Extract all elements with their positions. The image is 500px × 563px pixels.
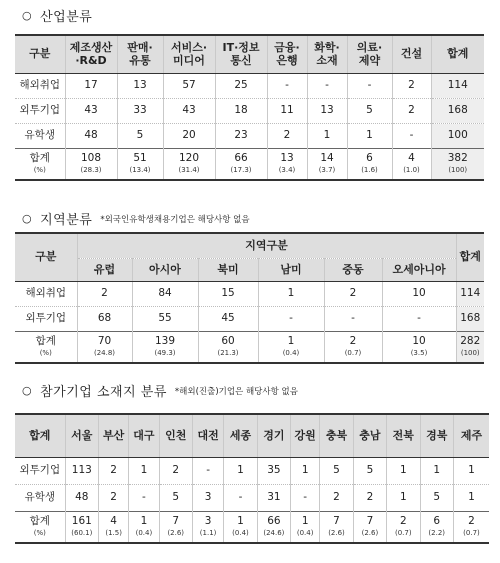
section-note: *외국인유학생채용기업은 해당사항 없음 (100, 214, 250, 225)
data-cell: 1 (387, 484, 420, 511)
total-cell: 1 (0.4) (291, 511, 320, 543)
data-cell: - (347, 73, 392, 98)
data-cell: 1 (453, 484, 489, 511)
header-cell: 서비스· 미디어 (163, 35, 215, 73)
row-label: 외투기업 (15, 98, 65, 123)
section-title-text: 산업분류 (40, 10, 93, 25)
data-cell: 68 (77, 306, 132, 331)
section-title-text: 참가기업 소재지 분류 (40, 385, 167, 400)
table-row (15, 281, 484, 306)
section-title-text: 지역분류 (40, 213, 93, 228)
header-cell: 세종 (224, 414, 257, 457)
industry-table (15, 34, 484, 181)
header-cell: 오세아니아 (382, 258, 456, 281)
data-cell: 35 (257, 457, 290, 484)
data-cell: 45 (198, 306, 258, 331)
total-cell: 7 (2.6) (159, 511, 192, 543)
section-location-title (22, 381, 298, 400)
section-note: *해외(진출)기업은 해당사항 없음 (174, 386, 298, 397)
total-cell: 3 (1.1) (192, 511, 223, 543)
total-cell: 60 (21.3) (198, 331, 258, 363)
data-cell: - (192, 457, 223, 484)
table-row (15, 457, 489, 484)
data-cell: 57 (163, 73, 215, 98)
header-cell: 강원 (291, 414, 320, 457)
data-cell: - (324, 306, 382, 331)
data-cell: 23 (215, 123, 267, 148)
data-cell: 2 (99, 457, 129, 484)
total-cell: 382 (100) (431, 148, 484, 180)
total-cell: 1 (0.4) (258, 331, 324, 363)
header-cell: 합계 (431, 35, 484, 73)
data-cell: 1 (347, 123, 392, 148)
total-row (15, 331, 484, 363)
data-cell: 48 (65, 484, 98, 511)
header-group-cell: 지역구분 (77, 233, 456, 258)
header-cell: 금융· 은행 (267, 35, 307, 73)
data-cell: 3 (192, 484, 223, 511)
total-cell: 10 (3.5) (382, 331, 456, 363)
header-cell: 경기 (257, 414, 290, 457)
table-header-row (15, 414, 489, 457)
header-cell: 건설 (392, 35, 431, 73)
data-cell: - (392, 123, 431, 148)
table-row (15, 73, 484, 98)
total-label: 합계 (%) (15, 511, 65, 543)
total-cell: 66 (17.3) (215, 148, 267, 180)
row-label: 유학생 (15, 484, 65, 511)
data-cell: 17 (65, 73, 117, 98)
total-cell: 108 (28.3) (65, 148, 117, 180)
data-cell: 13 (307, 98, 347, 123)
table-row (15, 306, 484, 331)
header-cell: 제주 (453, 414, 489, 457)
header-cell: 충북 (320, 414, 353, 457)
total-cell: 6 (2.2) (420, 511, 453, 543)
data-cell: 2 (392, 73, 431, 98)
total-cell: 14 (3.7) (307, 148, 347, 180)
data-cell: 1 (420, 457, 453, 484)
circle-bullet-icon: ○ (22, 212, 33, 225)
data-cell: 1 (129, 457, 159, 484)
header-cell: 합계 (15, 414, 65, 457)
total-cell: 1 (0.4) (129, 511, 159, 543)
total-cell: 161 (60.1) (65, 511, 98, 543)
total-row (15, 148, 484, 180)
data-cell: - (291, 484, 320, 511)
data-cell: - (267, 73, 307, 98)
region-table (15, 232, 484, 364)
header-cell: 구분 (15, 35, 65, 73)
header-cell: 인천 (159, 414, 192, 457)
table-header-row (15, 233, 484, 258)
total-cell: 51 (13.4) (117, 148, 163, 180)
data-cell: 2 (159, 457, 192, 484)
data-cell: 2 (267, 123, 307, 148)
total-cell: 7 (2.6) (353, 511, 386, 543)
data-cell: 168 (456, 306, 484, 331)
total-cell: 7 (2.6) (320, 511, 353, 543)
data-cell: 20 (163, 123, 215, 148)
data-cell: - (307, 73, 347, 98)
header-cell: 합계 (456, 233, 484, 281)
total-cell: 139 (49.3) (132, 331, 198, 363)
header-cell: 의료· 제약 (347, 35, 392, 73)
header-cell: 서울 (65, 414, 98, 457)
data-cell: 2 (392, 98, 431, 123)
header-cell: 경북 (420, 414, 453, 457)
data-cell: 5 (117, 123, 163, 148)
data-cell: 2 (324, 281, 382, 306)
header-cell: 북미 (198, 258, 258, 281)
table-row (15, 98, 484, 123)
data-cell: 5 (420, 484, 453, 511)
data-cell: 55 (132, 306, 198, 331)
data-cell: 2 (320, 484, 353, 511)
total-cell: 66 (24.6) (257, 511, 290, 543)
row-label: 유학생 (15, 123, 65, 148)
data-cell: 33 (117, 98, 163, 123)
data-cell: 11 (267, 98, 307, 123)
data-cell: - (258, 306, 324, 331)
header-cell: 남미 (258, 258, 324, 281)
total-label: 합계 (%) (15, 148, 65, 180)
total-cell: 70 (24.8) (77, 331, 132, 363)
total-cell: 120 (31.4) (163, 148, 215, 180)
total-cell: 6 (1.6) (347, 148, 392, 180)
data-cell: - (382, 306, 456, 331)
data-cell: 1 (307, 123, 347, 148)
header-cell: 전북 (387, 414, 420, 457)
data-cell: 1 (387, 457, 420, 484)
data-cell: 18 (215, 98, 267, 123)
table-header-row (15, 35, 484, 73)
section-industry-title (22, 6, 92, 25)
circle-bullet-icon: ○ (22, 384, 33, 397)
header-cell: 유럽 (77, 258, 132, 281)
data-cell: 2 (77, 281, 132, 306)
data-cell: 25 (215, 73, 267, 98)
circle-bullet-icon: ○ (22, 9, 33, 22)
data-cell: 15 (198, 281, 258, 306)
row-label: 해외취업 (15, 281, 77, 306)
total-cell: 282 (100) (456, 331, 484, 363)
location-table (15, 413, 489, 544)
total-cell: 2 (0.7) (387, 511, 420, 543)
data-cell: 13 (117, 73, 163, 98)
header-cell: 부산 (99, 414, 129, 457)
header-cell: 판매· 유통 (117, 35, 163, 73)
header-cell: 중동 (324, 258, 382, 281)
header-cell: 대구 (129, 414, 159, 457)
data-cell: 43 (163, 98, 215, 123)
total-cell: 1 (0.4) (224, 511, 257, 543)
row-label: 외투기업 (15, 457, 65, 484)
data-cell: 2 (99, 484, 129, 511)
data-cell: 1 (258, 281, 324, 306)
row-label: 외투기업 (15, 306, 77, 331)
data-cell: 1 (224, 457, 257, 484)
table-row (15, 123, 484, 148)
header-cell: 제조생산 ·R&D (65, 35, 117, 73)
total-row (15, 511, 489, 543)
header-cell: 아시아 (132, 258, 198, 281)
data-cell: 84 (132, 281, 198, 306)
total-label: 합계 (%) (15, 331, 77, 363)
data-cell: 100 (431, 123, 484, 148)
table-header-row (15, 258, 484, 281)
total-cell: 4 (1.0) (392, 148, 431, 180)
data-cell: - (129, 484, 159, 511)
data-cell: 168 (431, 98, 484, 123)
data-cell: 114 (431, 73, 484, 98)
header-cell: 화학· 소재 (307, 35, 347, 73)
total-cell: 2 (0.7) (324, 331, 382, 363)
data-cell: 48 (65, 123, 117, 148)
data-cell: 31 (257, 484, 290, 511)
header-cell: 구분 (15, 233, 77, 281)
data-cell: 2 (353, 484, 386, 511)
section-region-title (22, 209, 250, 228)
data-cell: 1 (291, 457, 320, 484)
header-cell: 충남 (353, 414, 386, 457)
total-cell: 4 (1.5) (99, 511, 129, 543)
data-cell: 5 (159, 484, 192, 511)
total-cell: 13 (3.4) (267, 148, 307, 180)
data-cell: 1 (453, 457, 489, 484)
row-label: 해외취업 (15, 73, 65, 98)
data-cell: 10 (382, 281, 456, 306)
data-cell: - (224, 484, 257, 511)
header-cell: 대전 (192, 414, 223, 457)
data-cell: 114 (456, 281, 484, 306)
data-cell: 113 (65, 457, 98, 484)
table-row (15, 484, 489, 511)
data-cell: 5 (320, 457, 353, 484)
total-cell: 2 (0.7) (453, 511, 489, 543)
data-cell: 5 (353, 457, 386, 484)
data-cell: 5 (347, 98, 392, 123)
data-cell: 43 (65, 98, 117, 123)
header-cell: IT·정보 통신 (215, 35, 267, 73)
